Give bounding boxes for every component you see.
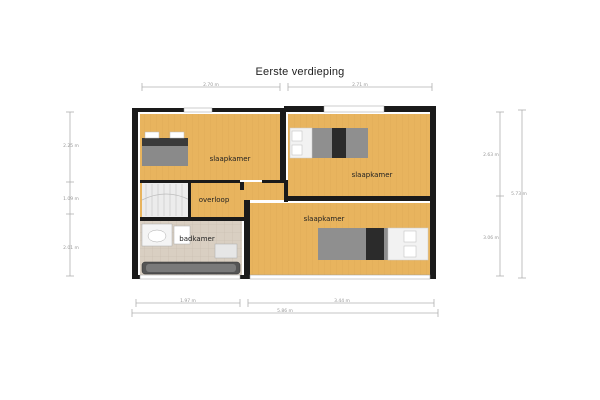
- stairs: [142, 183, 190, 217]
- page-title: Eerste verdieping: [255, 66, 345, 78]
- dimension-label-top-right: 2.71 m: [352, 83, 368, 88]
- dimension-label-top-left: 2.70 m: [203, 83, 219, 88]
- dimension-top: [142, 82, 432, 91]
- dimension-label-left-bottom: 2.01 m: [63, 246, 79, 251]
- room-label-slaapkamer-1: slaapkamer: [209, 155, 251, 163]
- dimension-label-right-total: 5.73 m: [511, 192, 527, 197]
- bed-double-top: [290, 128, 368, 158]
- dimension-label-left-mid: 1.09 m: [63, 197, 79, 202]
- dimension-bottom: [132, 298, 438, 317]
- vanity: [215, 244, 237, 258]
- room-label-slaapkamer-3: slaapkamer: [303, 215, 345, 223]
- room-label-overloop: overloop: [198, 196, 230, 204]
- dimension-left: [63, 112, 79, 276]
- dimension-right: [483, 110, 527, 278]
- dimension-label-right-bottom: 3.06 m: [483, 236, 499, 241]
- dimension-label-left-top: 2.25 m: [63, 144, 79, 149]
- dimension-label-right-top: 2.63 m: [483, 153, 499, 158]
- dimension-label-bottom-left: 1.97 m: [180, 299, 196, 304]
- room-label-slaapkamer-2: slaapkamer: [351, 171, 393, 179]
- room-label-badkamer: badkamer: [179, 235, 215, 243]
- dimension-label-bottom-right: 3.44 m: [334, 299, 350, 304]
- dimension-label-bottom-total: 5.86 m: [277, 309, 293, 314]
- floor-hall: [244, 182, 288, 200]
- bed-double-bottom: [318, 228, 428, 260]
